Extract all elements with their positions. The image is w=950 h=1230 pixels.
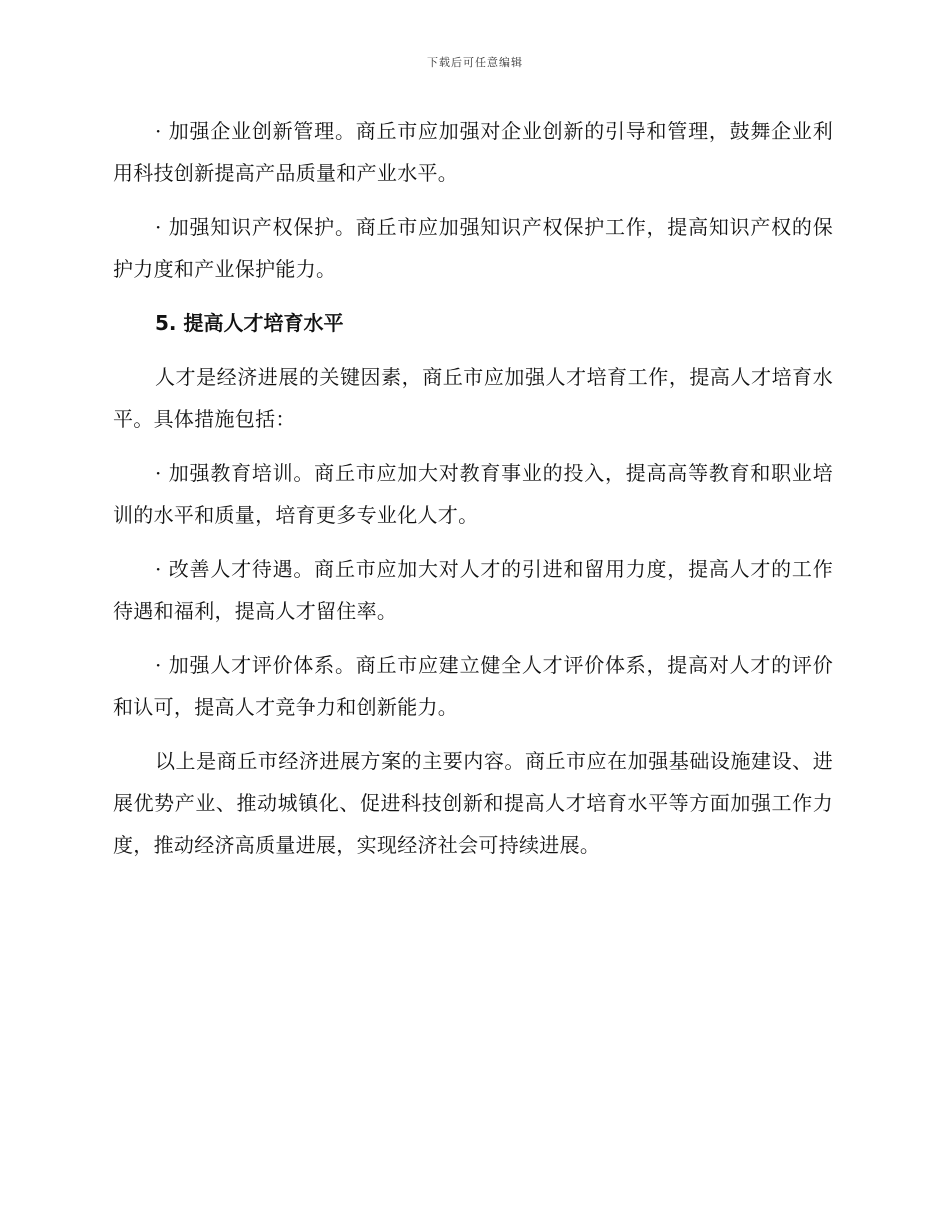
bullet-paragraph-education-training: · 加强教育培训。商丘市应加大对教育事业的投入，提高高等教育和职业培训的水平和质量，培育更多专业化人才。 [113, 461, 833, 527]
paragraph-talent-intro: 人才是经济进展的关键因素，商丘市应加强人才培育工作，提高人才培育水平。具体措施包括： [113, 365, 833, 431]
section-heading-talent: 5. 提高人才培育水平 [155, 311, 344, 335]
document-body [113, 110, 833, 866]
bullet-paragraph-innovation-management: · 加强企业创新管理。商丘市应加强对企业创新的引导和管理，鼓舞企业利用科技创新提高产品质量和产业水平。 [113, 119, 833, 185]
page-header: 下载后可任意编辑 [427, 56, 523, 69]
bullet-paragraph-talent-treatment: · 改善人才待遇。商丘市应加大对人才的引进和留用力度，提高人才的工作待遇和福利，提高人才留住率。 [113, 557, 833, 623]
paragraph-conclusion: 以上是商丘市经济进展方案的主要内容。商丘市应在加强基础设施建设、进展优势产业、推动城镇化、促进科技创新和提高人才培育水平等方面加强工作力度，推动经济高质量进展，实现经济社会可持续进展。 [113, 749, 833, 857]
bullet-paragraph-talent-evaluation: · 加强人才评价体系。商丘市应建立健全人才评价体系，提高对人才的评价和认可，提高人才竞争力和创新能力。 [113, 653, 833, 719]
bullet-paragraph-ip-protection: · 加强知识产权保护。商丘市应加强知识产权保护工作，提高知识产权的保护力度和产业保护能力。 [113, 215, 833, 281]
